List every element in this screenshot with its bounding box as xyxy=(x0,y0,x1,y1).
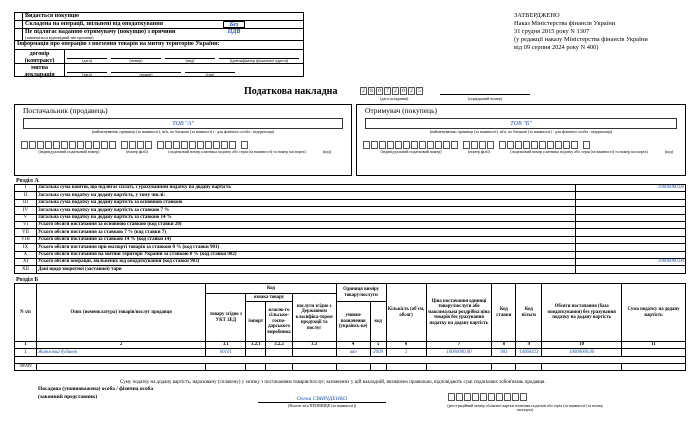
table-cell[interactable]: 2009 xyxy=(370,349,386,357)
section-a-row xyxy=(15,258,686,265)
row-roman: VIII xyxy=(15,236,37,243)
section-a-row xyxy=(15,214,686,221)
row-text: Загальна сума податку на додану вартість за основною ставкою xyxy=(36,199,575,206)
column-number: 11 xyxy=(622,342,686,349)
col-price: Ціна постачання одиниці товару/послуги або максимальна роздрібна ціна товарів без урахування податку на додану вартість xyxy=(426,284,492,342)
date-cells: 2 8 0 7 2 0 2 5 xyxy=(360,87,424,95)
signer-label: (Власне ім'я ПРІЗВИЩЕ (за наявності)) xyxy=(287,403,357,408)
section-a-row xyxy=(15,251,686,258)
approval-block: ЗАТВЕРДЖЕНО Наказ Міністерства фінансів України 31 грудня 2015 року N 1307 (у редакції наказу Міністерства фінансів України від 09 серпня 2024 року N 400) xyxy=(514,12,648,51)
row-roman: III xyxy=(15,199,37,206)
footer-person-l2: (законний представник) xyxy=(38,394,98,400)
seller-name-field[interactable]: ТОВ "А" xyxy=(23,118,343,129)
col-desc: Опис (номенклатура) товарів/послуг продавця xyxy=(36,284,205,342)
seller-ipn-cells[interactable] xyxy=(21,141,117,149)
row-roman: XII xyxy=(15,266,37,273)
column-number: 3.2.1 xyxy=(246,342,266,349)
row-text: Загальна сума податку на додану вартість за ставкою 7 % xyxy=(36,207,575,214)
col-unit-code: код xyxy=(370,302,386,342)
buyer-name-field[interactable]: ТОВ "Б" xyxy=(365,118,677,129)
row-import-info: Інформація про операцію з ввезення товарів на митну територію України: xyxy=(15,41,303,50)
column-number: 4 xyxy=(336,342,370,349)
col-kod: Код xyxy=(206,284,336,294)
number-label: (порядковий номер) xyxy=(468,96,502,101)
row-roman: I xyxy=(15,185,37,192)
row-value[interactable] xyxy=(576,244,686,251)
buyer-name-label: (найменування; прізвище (за наявності), ім'я, по батькові (за наявності) - для фізичної особи - підприємця) xyxy=(429,129,613,135)
section-a-label: Розділ А xyxy=(16,178,39,184)
row-text: Усього обсяги постачання на митній території України за ставкою 0 % (код ставки 902) xyxy=(36,251,575,258)
section-b-label: Розділ Б xyxy=(16,277,39,283)
footer-taxcode-label: (реєстраційний номер облікової картки платника податків або серія (за наявності) та номер паспорта) xyxy=(447,403,603,413)
column-number: 2 xyxy=(36,342,205,349)
table-cell[interactable] xyxy=(246,349,266,357)
row-text: Дані щодо зворотної (заставної) тари xyxy=(36,266,575,273)
column-number: 8 xyxy=(492,342,516,349)
row-text: Загальна сума коштів, що підлягає сплаті, з урахуванням податку на додану вартість xyxy=(36,185,575,192)
row-roman: II xyxy=(15,192,37,199)
row-roman: VI xyxy=(15,221,37,228)
row-issued-to-buyer: Видається покупцю xyxy=(15,13,303,21)
row-text: Усього обсяги операцій, звільнених від оподаткування (код ставки 903) xyxy=(36,258,575,265)
section-a-row xyxy=(15,229,686,236)
row-value[interactable] xyxy=(576,192,686,199)
last-row-n: 99999 xyxy=(15,364,37,371)
row-customs: митна декларація (дата) (номер) (тип) xyxy=(15,64,303,77)
row-exempt: Складена на операції, звільнені від оподаткування Без ПДВ xyxy=(15,21,303,29)
col-volume: Обсяги постачання (база оподаткування) без урахування податку на додану вартість xyxy=(542,284,622,342)
row-value[interactable] xyxy=(576,251,686,258)
row-text: Усього обсяги постачання за ставкою 7 % (код ставки 7) xyxy=(36,229,575,236)
table-cell[interactable]: 10000000,00 xyxy=(542,349,622,357)
column-number: 3.3 xyxy=(292,342,336,349)
section-b-table xyxy=(14,283,686,371)
page-title: Податкова накладна xyxy=(244,86,338,97)
footer-taxcode-cells[interactable] xyxy=(448,393,528,401)
seller-header: Постачальник (продавець) xyxy=(23,106,108,115)
buyer-taxcode-cells[interactable] xyxy=(499,141,579,149)
seller-taxcode-cells[interactable] xyxy=(157,141,237,149)
row-value[interactable] xyxy=(576,207,686,214)
row-contract: договір (контракт) (дата) (номер) (вид) (ідентифікатор фіскальної адреси) xyxy=(15,50,303,64)
row-value[interactable]: 10000000,00 xyxy=(576,258,686,265)
section-a-row xyxy=(15,192,686,199)
table-cell[interactable] xyxy=(266,349,292,357)
row-roman: X xyxy=(15,251,37,258)
table-cell[interactable]: 1 xyxy=(386,349,426,357)
column-number: 1 xyxy=(15,342,37,349)
seller-block: Постачальник (продавець) ТОВ "А" (найменування; прізвище (за наявності), ім'я, по батькові (за наявності) - для фізичної особи - підприємця) (індивідуальний податковий номер) (номер філії) (податковий номер платника податку або серія (за наявності) та номер паспорта) (код) xyxy=(14,104,352,176)
col-import: імпорт xyxy=(246,302,266,342)
col-pdv: Сума податку на додану вартість xyxy=(622,284,686,342)
column-number: 6 xyxy=(386,342,426,349)
row-text: Усього обсяги постачання за основною ставкою (код ставки 20) xyxy=(36,221,575,228)
row-value[interactable] xyxy=(576,266,686,273)
section-a-table xyxy=(14,184,686,274)
row-roman: XI xyxy=(15,258,37,265)
table-cell[interactable]: 14060423 xyxy=(516,349,542,357)
exempt-tag: Без ПДВ xyxy=(223,21,245,28)
col-n: N з/п xyxy=(15,284,37,342)
table-cell[interactable]: шт xyxy=(336,349,370,357)
section-a-row xyxy=(15,199,686,206)
column-number: 3.1 xyxy=(206,342,246,349)
table-cell[interactable]: Житловий будинок xyxy=(36,349,205,357)
footer-statement: Суму податку на додану вартість, нараховану (сплачену) у зв'язку з постачанням товарів/послуг, зазначених у цій накладній, визначено правильно, відповідають сумі податкових зобов'язань продавця. xyxy=(120,380,546,385)
row-value[interactable]: 10000000,00 xyxy=(576,185,686,192)
section-a-row xyxy=(15,185,686,192)
number-field[interactable] xyxy=(440,88,530,95)
col-rate: Код ставки xyxy=(492,284,516,342)
row-not-provided: Не підлягає наданню отримувачу (покупцю) з причини (зазначається відповідний тип причини) xyxy=(15,29,303,41)
col-uktzed: товару згідно з УКТ ЗЕД xyxy=(206,294,246,342)
row-roman: V xyxy=(15,214,37,221)
section-a-row xyxy=(15,207,686,214)
col-pilga: Код пільги xyxy=(516,284,542,342)
signer-name[interactable]: Олена СВИРІДЕНКО xyxy=(258,396,386,403)
footer-person-l1: Посадова (уповноважена) особа / фізична особа xyxy=(38,386,154,392)
table-cell[interactable] xyxy=(292,349,336,357)
col-dkpp: послуги згідно з Державним класифіка-тором продукції та послуг xyxy=(292,294,336,342)
row-value[interactable] xyxy=(576,221,686,228)
row-roman: VII xyxy=(15,229,37,236)
section-a-row xyxy=(15,244,686,251)
section-a-row xyxy=(15,236,686,243)
buyer-block: Отримувач (покупець) ТОВ "Б" (найменування; прізвище (за наявності), ім'я, по батькові (за наявності) - для фізичної особи - підприємця) (індивідуальний податковий номер) (номер філії) (податковий номер платника податку або серія (за наявності) та номер паспорта) (код) xyxy=(356,104,686,176)
col-qty: Кількість (об'єм, обсяг) xyxy=(386,284,426,342)
seller-filial-cells[interactable] xyxy=(121,141,153,149)
column-number: 3.2.2 xyxy=(266,342,292,349)
row-roman: IV xyxy=(15,207,37,214)
seller-code-cell[interactable] xyxy=(241,141,249,149)
column-number: 5 xyxy=(370,342,386,349)
col-unit-name: умовне позначення (українсь-ке) xyxy=(336,302,370,342)
buyer-ipn-cells[interactable] xyxy=(363,141,459,149)
row-text: Усього обсяги постачання за ставкою 14 % (код ставки 14) xyxy=(36,236,575,243)
table-cell[interactable]: 903 xyxy=(492,349,516,357)
table-cell[interactable]: 00101 xyxy=(206,349,246,357)
table-cell[interactable] xyxy=(622,349,686,357)
col-origin: ознака товару xyxy=(246,294,292,302)
col-unit-group: Одиниця виміру товару/послуги xyxy=(336,284,386,302)
row-value[interactable] xyxy=(576,236,686,243)
row-text: Загальна сума податку на додану вартість, у тому числі: xyxy=(36,192,575,199)
column-number: 9 xyxy=(516,342,542,349)
table-cell[interactable]: 1 xyxy=(15,349,37,357)
seller-name-label: (найменування; прізвище (за наявності), ім'я, по батькові (за наявності) - для фізичної особи - підприємця) xyxy=(91,129,275,135)
section-a-row xyxy=(15,266,686,273)
col-local: власно-го сільсько-госпо-дарського виробника xyxy=(266,302,292,342)
row-roman: IX xyxy=(15,244,37,251)
section-a-row xyxy=(15,221,686,228)
date-label: (дата складання) xyxy=(380,96,409,101)
top-info-box xyxy=(14,12,304,77)
buyer-code-cell[interactable] xyxy=(583,141,591,149)
row-text: Усього обсяги постачання при експорті товарів за ставкою 0 % (код ставки 901) xyxy=(36,244,575,251)
row-value[interactable] xyxy=(576,214,686,221)
row-value[interactable] xyxy=(576,229,686,236)
table-cell[interactable]: 10000000,00 xyxy=(426,349,492,357)
row-value[interactable] xyxy=(576,199,686,206)
row-text: Загальна сума податку на додану вартість за ставкою 14 % xyxy=(36,214,575,221)
column-number: 7 xyxy=(426,342,492,349)
buyer-filial-cells[interactable] xyxy=(463,141,495,149)
column-number: 10 xyxy=(542,342,622,349)
buyer-header: Отримувач (покупець) xyxy=(365,106,437,115)
